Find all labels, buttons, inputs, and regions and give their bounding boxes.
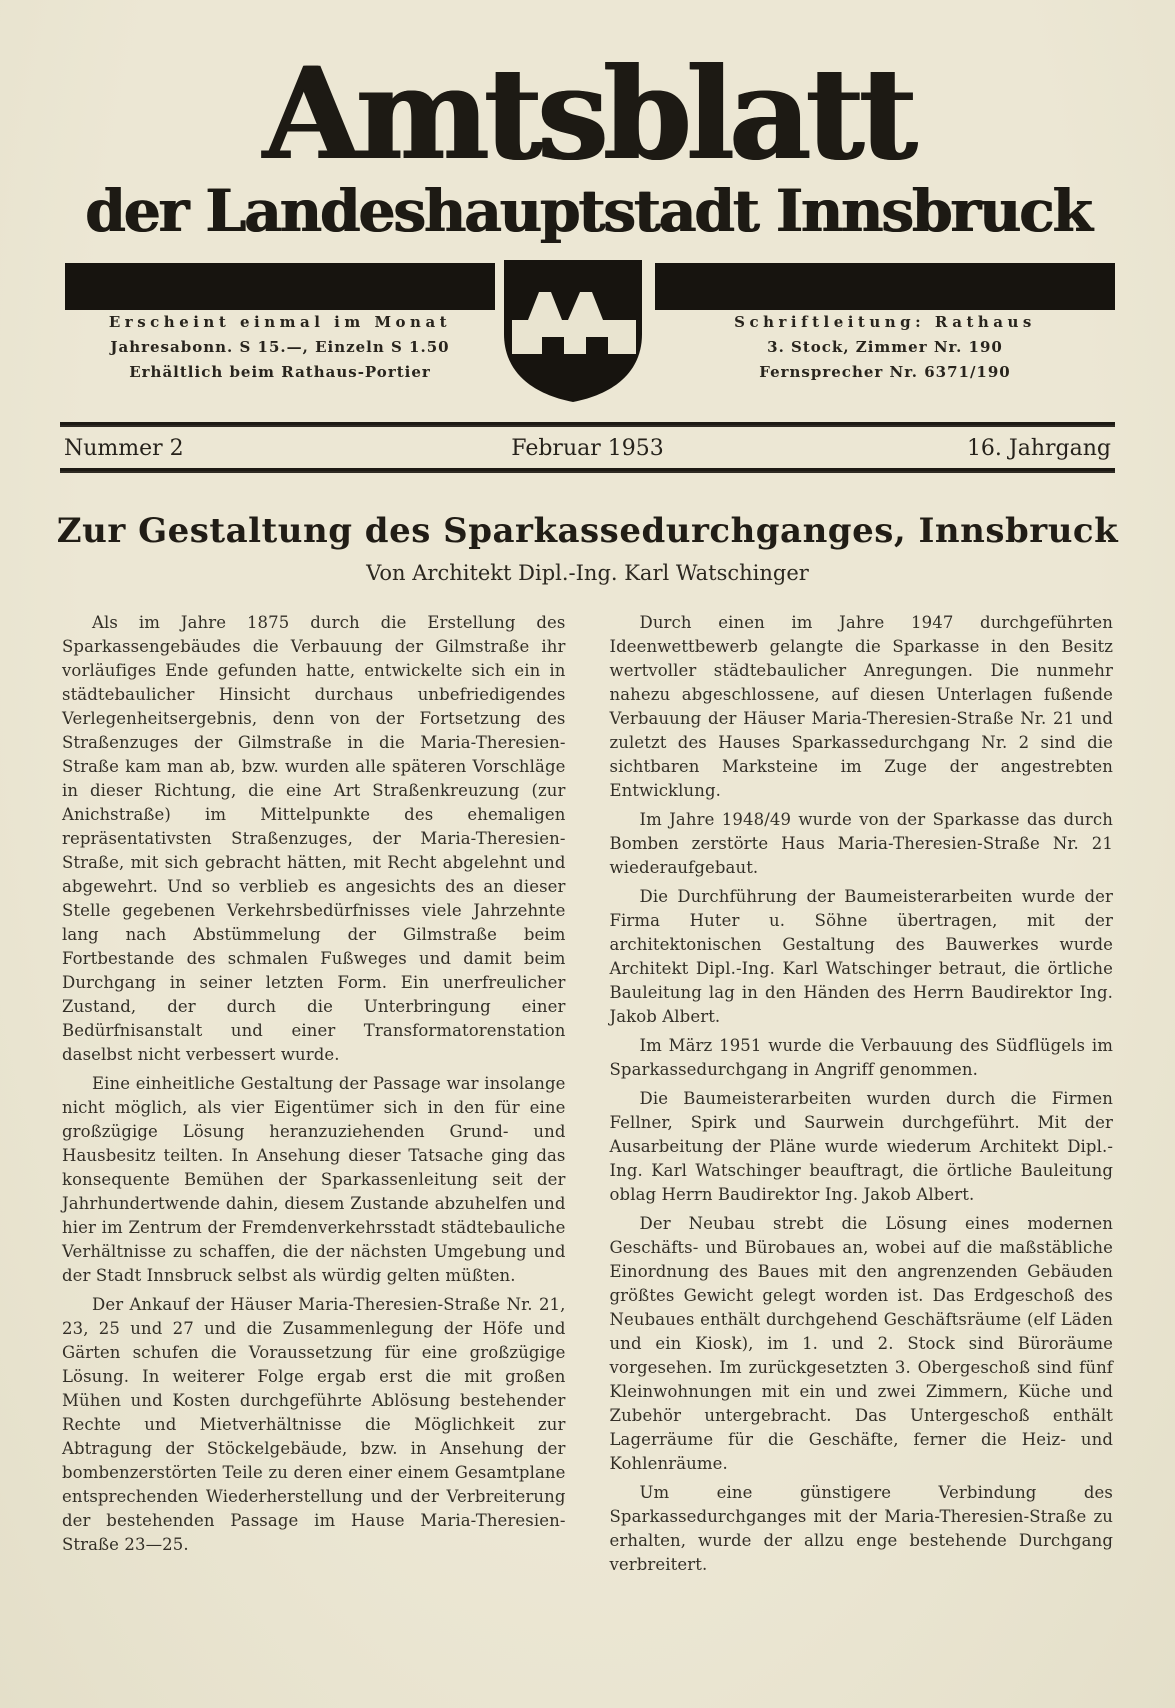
editorial-phone: Fernsprecher Nr. 6371/190 bbox=[759, 363, 1011, 382]
paragraph: Eine einheitliche Gestaltung der Passage war insolange nicht möglich, als vier Eigentümer sich in den für eine großzügige Lösung heranzuziehenden Grund- und Hausbesitz teilten. In Ansehung dieser Tatsache ging das konsequente Bemühen der Sparkassenleitung seit der Jahrhundertwende dahin, diesem Zustande abzuhelfen und hier im Zentrum der Fremdenverkehrsstadt städtebauliche Verhältnisse zu schaffen, die der nächsten Umgebung und der Stadt Innsbruck selbst als würdig gelten müßten. bbox=[62, 1074, 566, 1286]
double-rule-bottom bbox=[60, 468, 1115, 473]
paragraph: Als im Jahre 1875 durch die Erstellung des Sparkassengebäudes die Verbauung der Gilmstraße ihr vorläufiges Ende gefunden hatte, entwickelte sich ein in städtebaulicher Hinsicht durchaus unbefriedigendes Verlegenheitsergebnis, denn von der Fortsetzung des Straßenzuges der Gilmstraße in die Maria-Theresien-Straße kam man ab, bzw. wurden alle späteren Vorschläge in dieser Richtung, die eine Art Straßenkreuzung (zur Anichstraße) im Mittelpunkte des ehemaligen repräsentativsten Straßenzuges, der Maria-Theresien-Straße, mit sich gebracht hätten, mit Recht abgelehnt und abgewehrt. Und so verblieb es angesichts des an dieser Stelle gegebenen Verkehrsbedürfnisses viele Jahrzehnte lang nach Abstümmelung der Gilmstraße beim Fortbestande des schmalen Fußweges und damit beim Durchgang in seiner letzten Form. Ein unerfreulicher Zustand, der durch die Unterbringung einer Bedürfnisanstalt und einer Transformatorenstation daselbst nicht verbessert wurde. bbox=[62, 613, 566, 1065]
publication-info-block bbox=[65, 310, 495, 385]
editorial-room: 3. Stock, Zimmer Nr. 190 bbox=[767, 338, 1003, 357]
issue-date: Februar 1953 bbox=[511, 436, 664, 462]
paragraph: Die Durchführung der Baumeisterarbeiten wurde der Firma Huter u. Söhne übertragen, mit der architektonischen Gestaltung des Bauwerkes wurde Architekt Dipl.-Ing. Karl Watschinger betraut, die örtliche Bauleitung lag in den Händen des Herrn Baudirektor Ing. Jakob Albert. bbox=[609, 887, 1113, 1027]
masthead-subtitle: der Landeshauptstadt Innsbruck bbox=[84, 177, 1091, 246]
paragraph: Im März 1951 wurde die Verbauung des Südflügels im Sparkassedurchgang in Angriff genommen. bbox=[609, 1036, 1113, 1080]
article bbox=[0, 511, 1175, 1582]
article-byline: Von Architekt Dipl.-Ing. Karl Watschinger bbox=[366, 561, 809, 586]
paragraph: Um eine günstigere Verbindung des Sparkassedurchganges mit der Maria-Theresien-Straße zu erhalten, wurde der allzu enge bestehende Durchgang verbreitert. bbox=[609, 1483, 1113, 1575]
publication-frequency: Erscheint einmal im Monat bbox=[108, 313, 452, 332]
article-column-left bbox=[62, 611, 566, 1582]
availability-note: Erhältlich beim Rathaus-Portier bbox=[129, 363, 431, 382]
masthead-banner-row bbox=[0, 258, 1175, 410]
editorial-info-block bbox=[655, 310, 1115, 385]
issue-volume: 16. Jahrgang bbox=[966, 436, 1111, 462]
article-title: Zur Gestaltung des Sparkassedurchganges, Innsbruck bbox=[56, 511, 1119, 552]
innsbruck-coat-of-arms-icon bbox=[498, 258, 648, 404]
article-columns bbox=[62, 611, 1113, 1582]
subscription-price: Jahresabonn. S 15.—, Einzeln S 1.50 bbox=[110, 338, 450, 357]
paragraph: Im Jahre 1948/49 wurde von der Sparkasse das durch Bomben zerstörte Haus Maria-Theresien-Straße Nr. 21 wiederaufgebaut. bbox=[609, 810, 1113, 878]
paragraph: Die Baumeisterarbeiten wurden durch die Firmen Fellner, Spirk und Saurwein durchgeführt. Mit der Ausarbeitung der Pläne wurde wiederum Architekt Dipl.-Ing. Karl Watschinger beauftragt, die örtliche Bauleitung oblag Herrn Baudirektor Ing. Jakob Albert. bbox=[609, 1089, 1113, 1205]
editorial-office: Schriftleitung: Rathaus bbox=[734, 313, 1036, 332]
issue-number: Nummer 2 bbox=[64, 436, 184, 462]
banner-bar-right bbox=[655, 263, 1115, 310]
masthead-title: Amtsblatt bbox=[262, 40, 913, 188]
issue-line bbox=[60, 427, 1115, 468]
paragraph: Der Neubau strebt die Lösung eines modernen Geschäfts- und Bürobaues an, wobei auf die maßstäbliche Einordnung des Baues mit den angrenzenden Gebäuden größtes Gewicht gelegt worden ist. Das Erdgeschoß des Neubaues enthält durchgehend Geschäftsräume (elf Läden und ein Kiosk), im 1. und 2. Stock sind Büroräume vorgesehen. Im zurückgesetzten 3. Obergeschoß sind fünf Kleinwohnungen mit ein und zwei Zimmern, Küche und Zubehör untergebracht. Das Untergeschoß enthält Lagerräume für die Geschäfte, ferner die Heiz- und Kohlenräume. bbox=[609, 1214, 1113, 1474]
paragraph: Der Ankauf der Häuser Maria-Theresien-Straße Nr. 21, 23, 25 und 27 und die Zusammenlegung der Höfe und Gärten schufen die Voraussetzung für eine großzügige Lösung. In weiterer Folge ergab erst die mit großen Mühen und Kosten durchgeführte Ablösung bestehender Rechte und Mietverhältnisse die Möglichkeit zur Abtragung der Stöckelgebäude, bzw. in Ansehung der bombenzerstörten Teile zu deren einer einem Gesamtplane entsprechenden Wiederherstellung und der Verbreiterung der bestehenden Passage im Hause Maria-Theresien-Straße 23—25. bbox=[62, 1295, 566, 1555]
paragraph: Durch einen im Jahre 1947 durchgeführten Ideenwettbewerb gelangte die Sparkasse in den Besitz wertvoller städtebaulicher Anregungen. Die nunmehr nahezu abgeschlossene, auf diesen Unterlagen fußende Verbauung der Häuser Maria-Theresien-Straße Nr. 21 und zuletzt des Hauses Sparkassedurchgang Nr. 2 sind die sichtbaren Marksteine im Zuge der angestrebten Entwicklung. bbox=[609, 613, 1113, 801]
masthead bbox=[0, 0, 1175, 246]
banner-bar-left bbox=[65, 263, 495, 310]
article-column-right bbox=[610, 611, 1114, 1582]
